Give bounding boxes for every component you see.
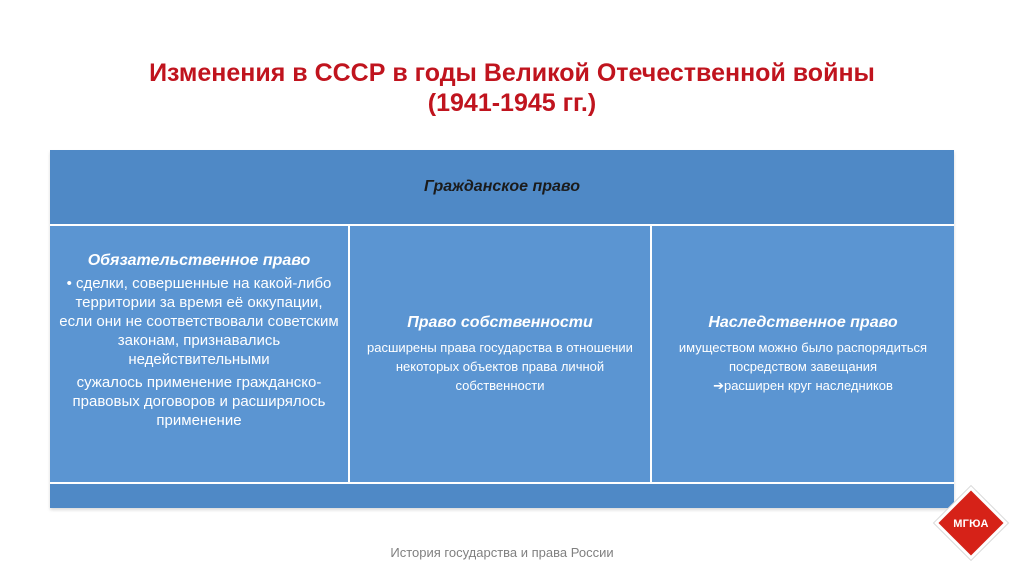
table-footer-row bbox=[50, 482, 954, 508]
slide-title bbox=[0, 58, 1024, 118]
cell-property-law bbox=[350, 226, 652, 482]
inheritance-law-text: имуществом можно было распорядиться посредством завещания bbox=[678, 339, 928, 374]
inheritance-law-arrow-line bbox=[713, 376, 893, 395]
inheritance-law-arrow-text: расширен круг наследников bbox=[723, 377, 893, 393]
logo-text: МГЮА bbox=[953, 518, 989, 530]
slide-title-line-1: Изменения в СССР в годы Великой Отечественной войны bbox=[149, 59, 875, 87]
obligation-law-paragraph-1: • сделки, совершенные на какой-либо территории за время её оккупации, если они не соответствовали советским законам, признавались недействительными bbox=[59, 275, 339, 368]
law-table bbox=[50, 150, 954, 508]
arrow-right-icon: ➔ bbox=[713, 377, 724, 393]
property-law-text: расширены права государства в отношении некоторых объектов права личной собственности bbox=[367, 339, 633, 393]
slide-footer: История государства и права России bbox=[390, 545, 614, 560]
table-header-label: Гражданское право bbox=[424, 178, 580, 195]
cell-obligation-law bbox=[50, 226, 350, 482]
mgyua-logo bbox=[936, 496, 1006, 566]
cell-inheritance-law bbox=[652, 226, 954, 482]
cell-heading-obligation-law: Обязательственное право bbox=[87, 252, 311, 269]
cell-heading-property-law: Право собственности bbox=[407, 313, 593, 331]
cell-heading-inheritance-law: Наследственное право bbox=[708, 313, 898, 331]
obligation-law-paragraph-2: сужалось применение гражданско-правовых договоров и расширялось применение bbox=[72, 374, 326, 429]
table-header bbox=[50, 150, 954, 226]
table-cells bbox=[50, 226, 954, 482]
slide-title-line-2: (1941-1945 гг.) bbox=[427, 89, 597, 117]
